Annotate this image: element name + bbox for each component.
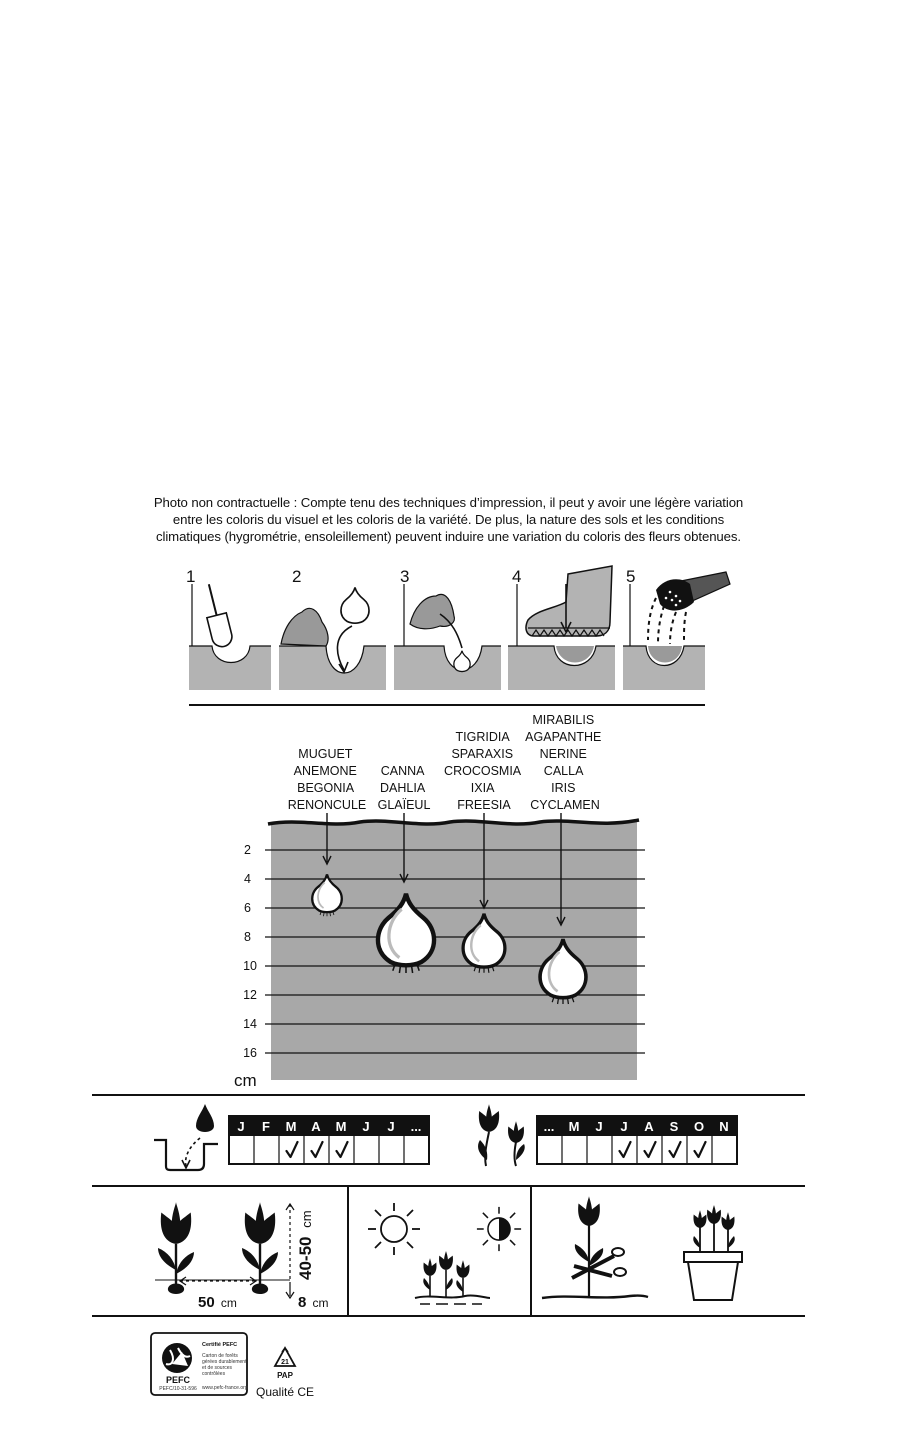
step-number: 1 [186,567,196,586]
planting-steps [186,566,730,690]
tick-label: 8 [244,930,251,944]
uses-panel [542,1196,742,1300]
pefc-name: PEFC [165,1375,191,1385]
planting-checks [287,1142,348,1157]
watering-can-icon [656,572,730,611]
half-sun-icon [477,1207,521,1251]
pefc-description: Carton de forêts gérées durablement et de sources contrôlées [202,1353,247,1377]
flowers-bed-icon [415,1251,490,1304]
plant-group-names: TIGRIDIA SPARAXIS CROCOSMIA IXIA FREESIA [444,730,521,812]
check-mark-icon [312,1142,323,1157]
disclaimer-line: entre les coloris du visuel et les coloris de la variété. De plus, la nature des sols et les conditions [172,512,725,527]
tick-label: 2 [244,843,251,857]
tick-label: 14 [243,1017,257,1031]
sun-icon [368,1203,420,1255]
month-label: M [568,1119,580,1134]
planting-icon [154,1104,218,1170]
pefc-label [151,1333,248,1395]
plant-group-names: MIRABILIS AGAPANTHE NERINE CALLA IRIS CYCLAMEN [525,713,602,812]
check-mark-icon [670,1142,681,1157]
month-label: M [335,1119,347,1134]
pefc-title: Certifié PEFC [202,1342,238,1348]
bulb-icon [454,651,470,672]
tick-label: 4 [244,872,251,886]
svg-text:40-50 cm: 40-50 cm [296,1210,315,1280]
tick-label: 10 [243,959,257,973]
month-label: N [719,1119,729,1134]
check-mark-icon [645,1142,656,1157]
month-label: A [311,1119,321,1134]
quality-label: Qualité CE [255,1385,315,1399]
step-1-dig [186,567,271,690]
tick-label: 12 [243,988,257,1002]
pefc-code: PEFC/10-31-596 [159,1386,197,1392]
month-label: O [693,1119,705,1134]
month-label: A [644,1119,654,1134]
plant-group-names: CANNA DAHLIA GLAÏEUL [377,764,431,812]
check-mark-icon [620,1142,631,1157]
depth-tick-labels [234,843,257,1090]
recycle-label: PAP [277,1371,293,1380]
month-label: J [620,1119,628,1134]
month-label: J [362,1119,370,1134]
spacing-panel [155,1202,329,1311]
depth-chart [234,713,645,1090]
check-mark-icon [695,1142,706,1157]
height-label [296,1210,315,1280]
tick-label: 16 [243,1046,257,1060]
month-label: F [262,1119,270,1134]
exposure-panel [368,1203,521,1304]
month-label: J [595,1119,603,1134]
tulips-icon [478,1104,525,1166]
step-number: 4 [512,567,522,586]
step-4-press-soil [508,566,615,690]
planting-calendar [154,1104,429,1170]
bulb-icon [341,587,369,623]
step-5-water [623,567,730,690]
recycling-icon [275,1348,295,1380]
tick-label: 6 [244,901,251,915]
cut-flower-icon [542,1196,648,1298]
month-label: J [237,1119,245,1134]
flowering-calendar [478,1104,737,1166]
disclaimer-line: Photo non contractuelle : Compte tenu des techniques d’impression, il peut y avoir une légère variation [153,495,744,510]
plant-group-names: MUGUET ANEMONE BEGONIA RENONCULE [287,747,367,812]
pefc-logo-icon [162,1343,192,1373]
check-mark-icon [287,1142,298,1157]
month-label: S [669,1119,679,1134]
disclaimer-line: climatiques (hygrométrie, ensoleillement) peuvent induire une variation du coloris des fleurs obtenues. [156,529,741,544]
recycle-number: 21 [281,1359,289,1366]
distance-label: 50 cm [198,1294,237,1311]
soil-area [271,820,637,1080]
depth-label: 8 cm [298,1294,329,1311]
flower-pot-icon [684,1205,742,1300]
month-label: ... [410,1119,422,1134]
step-3-cover [394,567,501,690]
month-label: ... [543,1119,555,1134]
unit-label: cm [234,1071,257,1090]
pefc-url: www.pefc-france.org [202,1385,248,1391]
step-number: 5 [626,567,636,586]
check-mark-icon [337,1142,348,1157]
step-2-place-bulb [279,567,386,690]
shovel-icon [199,582,234,649]
month-label: M [285,1119,297,1134]
step-number: 2 [292,567,302,586]
month-label: J [387,1119,395,1134]
step-number: 3 [400,567,410,586]
